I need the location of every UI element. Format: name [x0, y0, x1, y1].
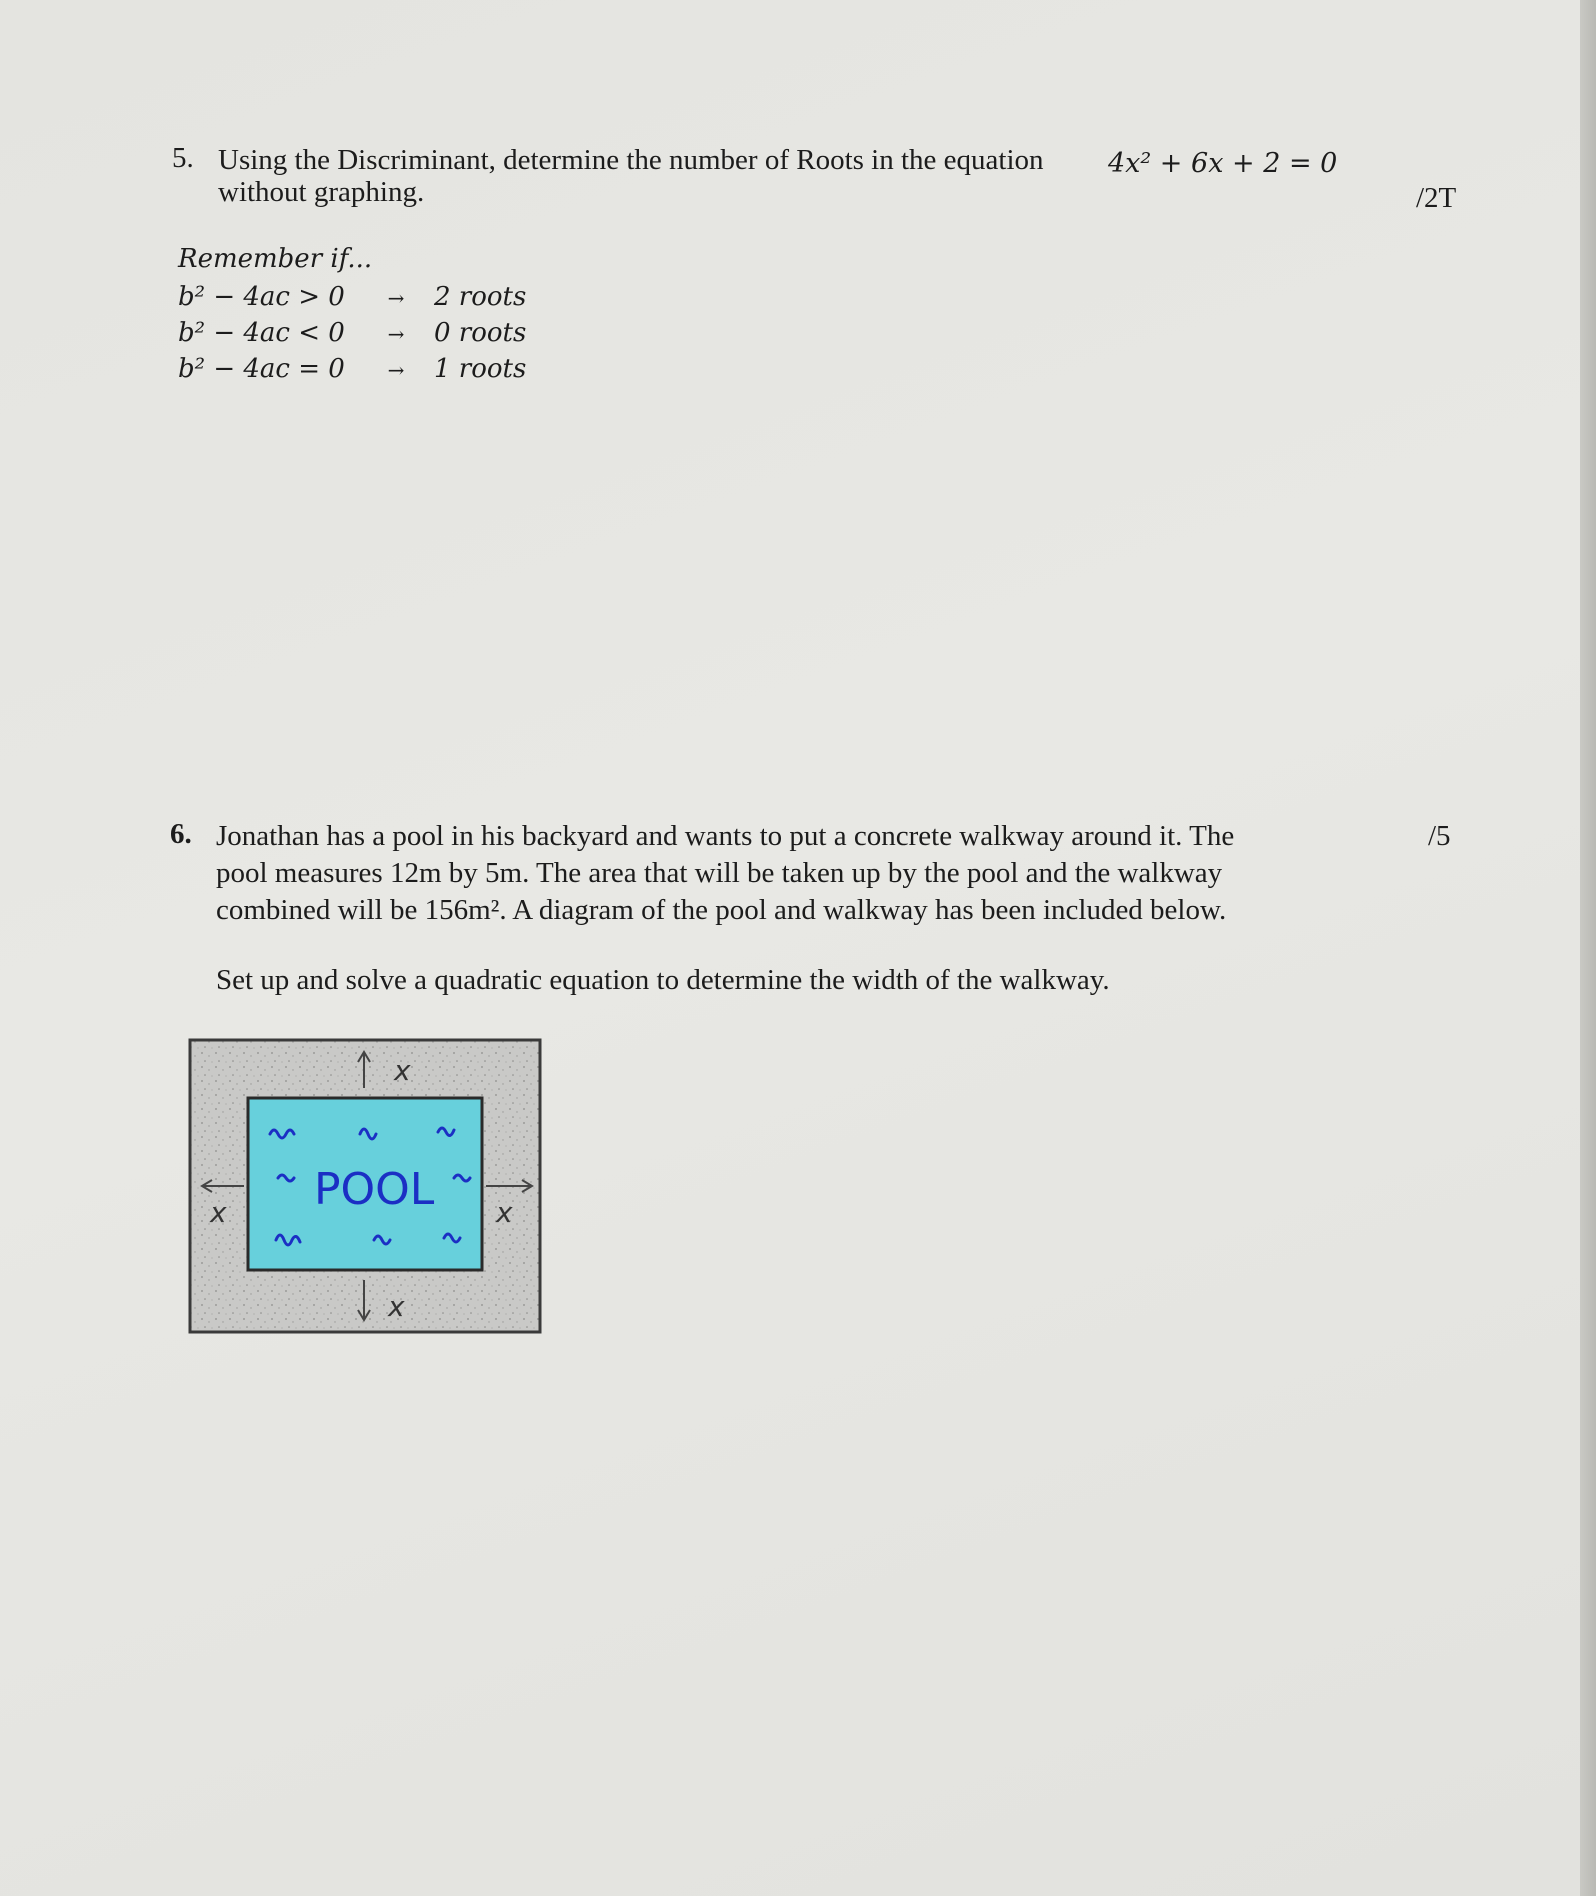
q6-line3: combined will be 156m². A diagram of the pool and walkway has been included below. [216, 894, 1227, 926]
q6-line2: pool measures 12m by 5m. The area that will be taken up by the pool and the walkway [216, 857, 1223, 889]
rule-expression: b² − 4ac = 0 [178, 354, 345, 384]
walkway-width-label-bottom: x [388, 1290, 405, 1323]
q5-equation: 4x² + 6x + 2 = 0 [1108, 148, 1338, 179]
discriminant-rule-3 [178, 354, 526, 384]
q6-marks: /5 [1428, 820, 1451, 852]
q5-text-line2: without graphing. [218, 176, 425, 208]
discriminant-rule-2 [178, 318, 526, 348]
rule-result: 0 roots [434, 318, 527, 348]
q6-number: 6. [170, 818, 192, 850]
rule-arrow: → [387, 286, 405, 310]
walkway-width-label-right: x [496, 1196, 513, 1229]
rule-result: 1 roots [434, 354, 527, 384]
rule-expression: b² − 4ac < 0 [178, 318, 345, 348]
q6-instruction: Set up and solve a quadratic equation to determine the width of the walkway. [216, 964, 1110, 996]
walkway-width-label-left: x [210, 1196, 227, 1229]
q5-text-line1: Using the Discriminant, determine the number of Roots in the equation [218, 144, 1044, 176]
rule-arrow: → [387, 358, 405, 382]
discriminant-rule-1 [178, 282, 526, 312]
pool-label: POOL [314, 1164, 435, 1215]
q6-line1: Jonathan has a pool in his backyard and wants to put a concrete walkway around it. The [216, 820, 1235, 852]
rule-expression: b² − 4ac > 0 [178, 282, 345, 312]
q5-number: 5. [172, 142, 194, 174]
pool-walkway-diagram [186, 1036, 546, 1336]
q5-marks: /2T [1416, 182, 1457, 214]
paper-edge [1580, 0, 1596, 1896]
rule-result: 2 roots [434, 282, 527, 312]
remember-heading: Remember if... [178, 244, 373, 274]
walkway-width-label-top: x [394, 1054, 411, 1087]
rule-arrow: → [387, 322, 405, 346]
